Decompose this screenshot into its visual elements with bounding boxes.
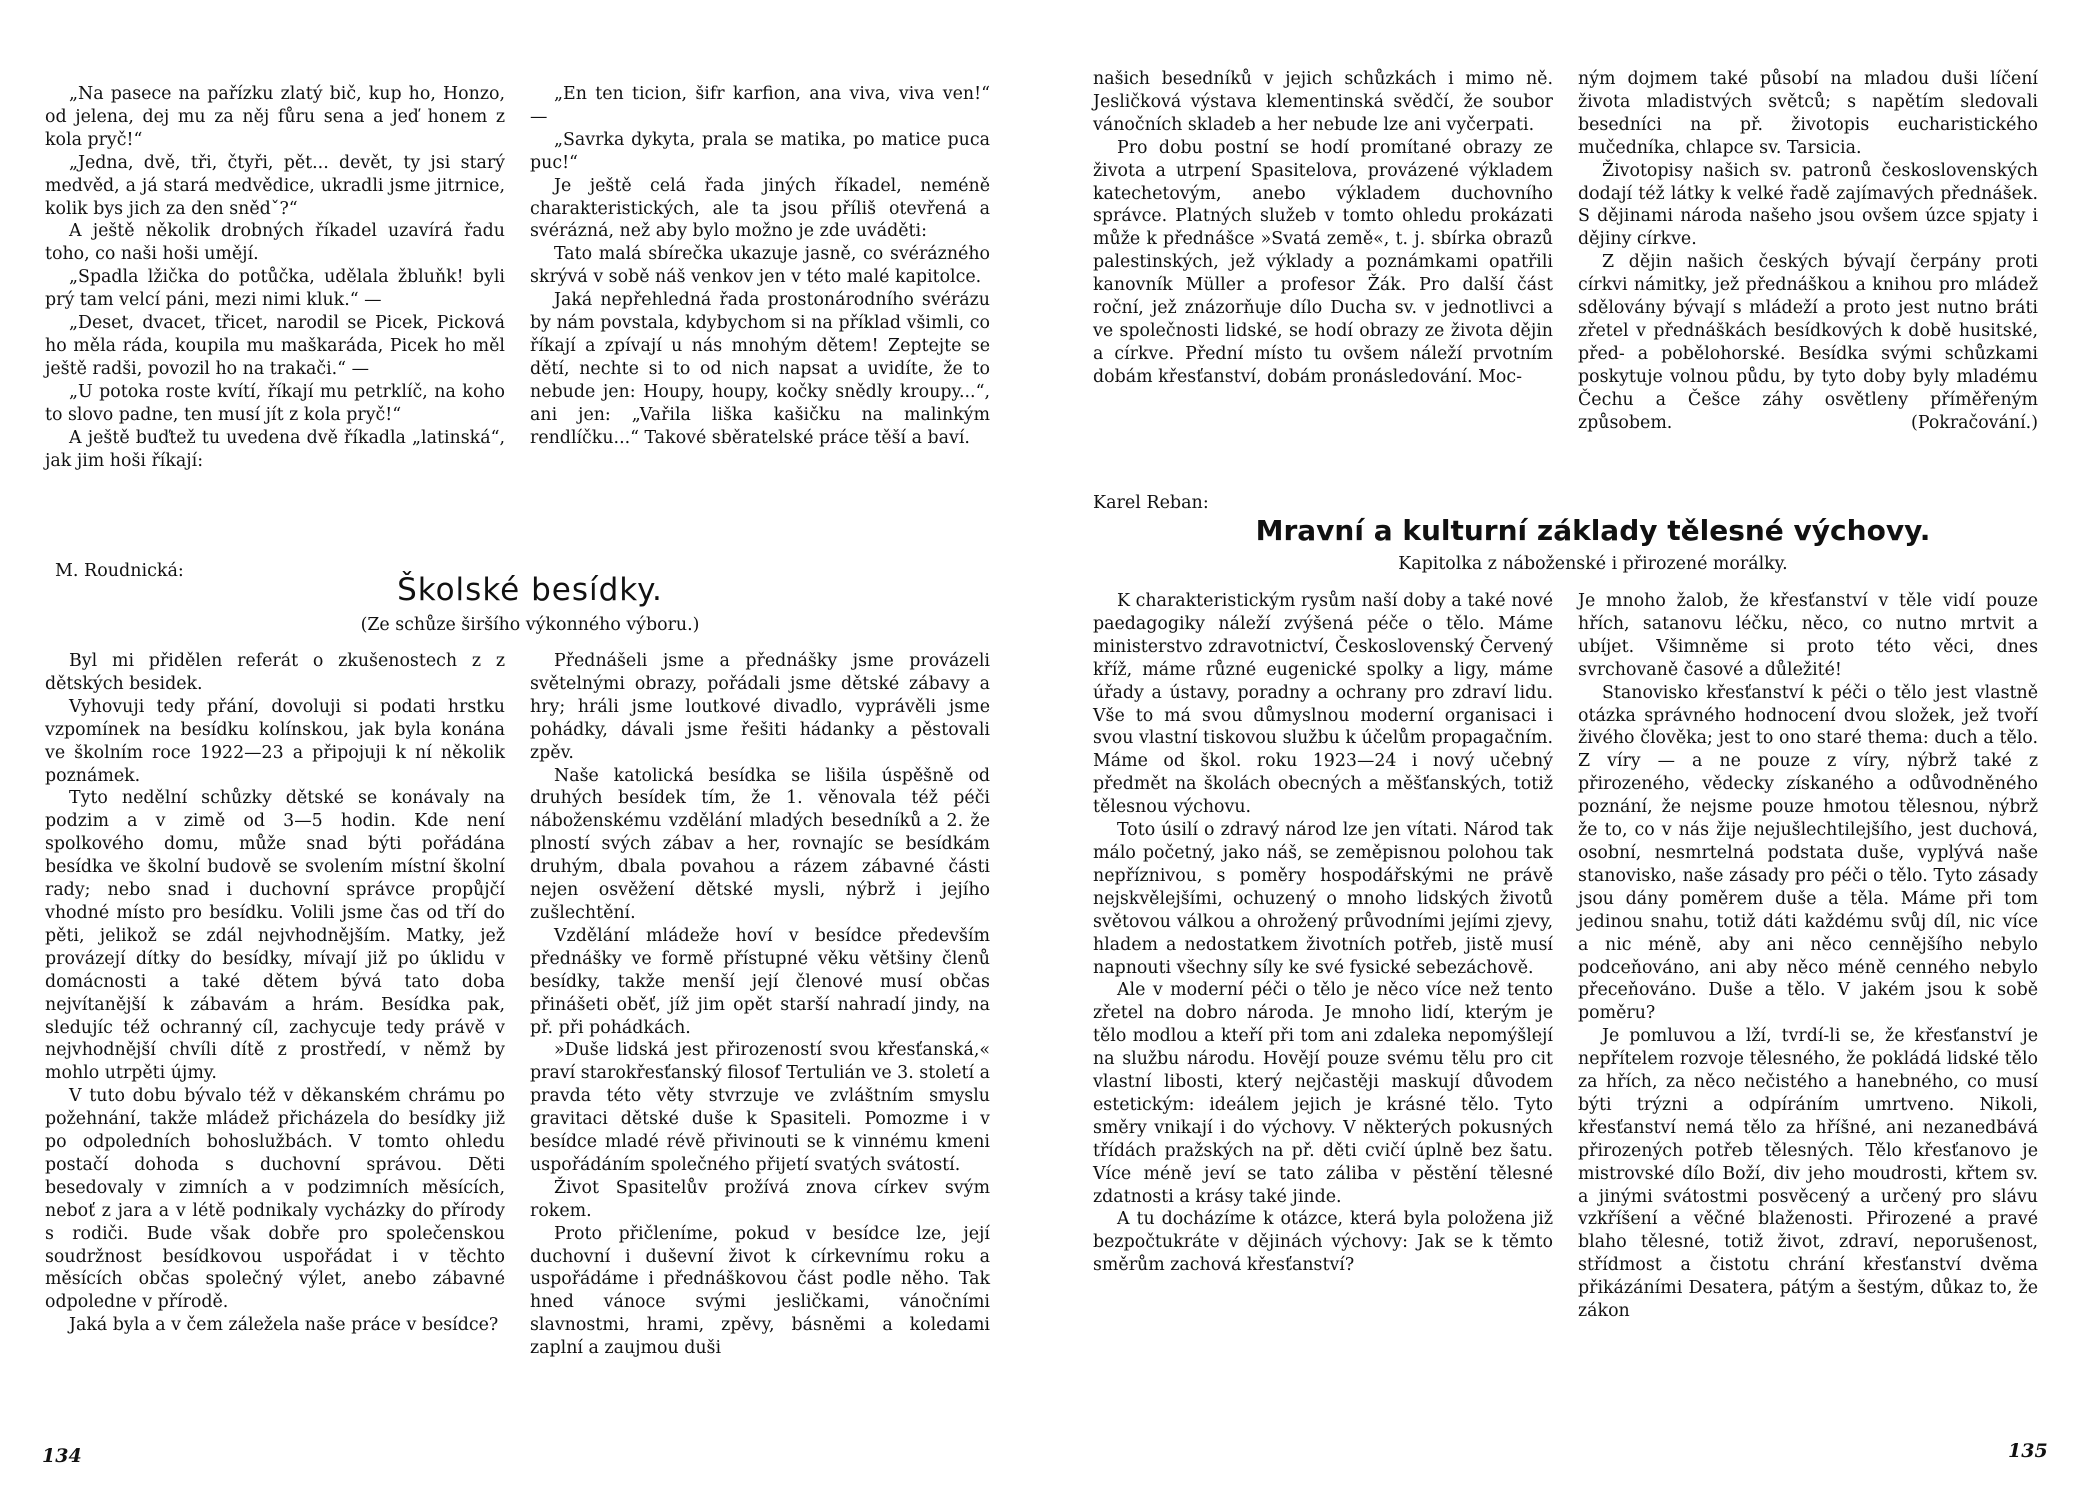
paragraph: Vzdělání mládeže hoví v besídce především přednášky ve formě přístupné věku většiny členů besídky, takže menší její členové musí občas přinášeti oběť, jíž jim opět starší nahradí jindy, na př. při pohádkách. (530, 925, 990, 1038)
paragraph: Přednášeli jsme a přednášky jsme provázeli světelnými obrazy, pořádali jsme dětské zábavy a hry; hráli jsme loutkové divadlo, vyprávěli jsme pohádky, dávali jsme řešiti hádanky a pěstovali zpěv. (530, 651, 990, 763)
paragraph: Ale v moderní péči o tělo je něco více než tento zřetel na dobro národa. Je mnoho lidí, kterým je tělo modlou a kteří při tom ani zdaleka nepomýšlejí na službu národu. Hovějí pouze svému tělu pro cit vlastní libosti, který nejčastěji maskují důvodem estetickým: ideálem jejich je krásné tělo. Tyto směry vnikají i do výchovy. V některých pokusných třídách pražských na př. děti cvičí úplně bez šatu. Více méně jeví se tato záliba v pěstění tělesné zdatnosti a krásy také jinde. (1093, 980, 1553, 1207)
paragraph-text: Z dějin našich českých bývají čerpány proti církvi námitky, jež přednáškou a knihou pro mládež sdělovány bývají s mládeží a proto jest nutno bráti zřetel v přednáškách besídkových k době husitské, před- a pobělohorské. Besídka svými schůzkami poskytuje volnou půdu, by tyto doby byly mladému Čechu a Češce záhy osvětleny příměřeným způsobem. (1578, 252, 2038, 433)
right-page (1043, 0, 2086, 1500)
paragraph: Život Spasitelův prožívá znova církev svým rokem. (530, 1177, 990, 1221)
article-title: Mravní a kulturní základy tělesné výchovy. (1255, 514, 1931, 547)
article-subtitle: (Ze schůze širšího výkonného výboru.) (360, 615, 700, 635)
paragraph: Tyto nedělní schůzky dětské se konávaly na podzim a v zimě od 3—5 hodin. Kde není spolkového domu, může snad býti pořádána besídka ve školní budově se svolením místní školní rady; nebo snad i duchovní správce propůjčí vhodné místo pro besídku. Volili jsme čas od tří do pěti, jelikož se zdál nejvhodnějším. Matky, jež provázejí dítky do besídky, mívají již po úklidu v domácnosti a také dětem bývá tato doba nejvítanější k zábavám a hrám. Besídka pak, sledujíc též ochranný cíl, zachycuje tedy právě v nejvhodnější chvíli dítě z prostředí, v němž by mohlo utrpěti újmy. (45, 788, 505, 1084)
left-column-1 (45, 650, 505, 1337)
right-column-2 (1578, 590, 2038, 1323)
continued-note: (Pokračování.) (1911, 412, 2038, 433)
paragraph: Je ještě celá řada jiných říkadel, neméně charakteristických, ale ta jsou příliš otevřená a svérázná, než aby bylo možno je zde uváděti: (530, 175, 990, 242)
paragraph: Vyhovuji tedy přání, dovoluji si podati hrstku vzpomínek na besídku kolínskou, jak byla konána ve školním roce 1922—23 a připojuji k ní několik poznámek. (45, 696, 505, 786)
page-number: 134 (42, 1445, 82, 1467)
paragraph: „Savrka dykyta, prala se matika, po matice puca puc!“ (530, 129, 990, 173)
right-top-column-1 (1093, 68, 1553, 389)
paragraph: A ještě buďtež tu uvedena dvě říkadla „latinská“, jak jim hoši říkají: (45, 427, 505, 471)
paragraph: Životopisy našich sv. patronů československých dodají též látky k velké řadě zajímavých přednášek. S dějinami národa našeho jsou ovšem úzce spjaty i dějiny církve. (1578, 160, 2038, 250)
paragraph: »Duše lidská jest přirozeností svou křesťanská,« praví starokřesťanský filosof Tertulián ve 3. století a pravda této věty stvrzuje ve zvláštním smyslu gravitaci dětské duše k Spasiteli. Pomozme i v besídce mladé révě přivinouti se k vinnému kmeni uspořádáním společného přijetí svatých svátostí. (530, 1040, 990, 1175)
paragraph: Toto úsilí o zdravý národ lze jen vítati. Národ tak málo početný, jako náš, se zeměpisnou polohou tak nepříznivou, s poměry hospodářskými ne právě nejskvělejšími, ochuzený o mnoho lidských životů světovou válkou a ohrožený průvodními jejími zjevy, hladem a nedostatkem životních potřeb, jistě musí napnouti všechny síly ke své fysické sebezáchově. (1093, 820, 1553, 978)
paragraph: A tu docházíme k otázce, která byla položena již bezpočtukráte v dějinách výchovy: Jak se k těmto směrům zachová křesťanství? (1093, 1209, 1553, 1276)
paragraph: Stanovisko křesťanství k péči o tělo jest vlastně otázka správného hodnocení dvou složek, jež tvoří živého člověka; jest to ono staré thema: duch a tělo. Z víry — a ne pouze z víry, nýbrž také z přirozeného, vědecky získaného a odůvodněného poznání, že nejsme pouze hmotou tělesnou, nýbrž že to, co v nás žije nejušlechtilejšího, jest duchová, osobní, nesmrtelná podstata duše, vyplývá naše stanovisko, naše zásady pro péči o tělo. Tyto zásady jsou dány poměrem duše a těla. Máme při tom jedinou snahu, totiž dáti každému svůj díl, nic více a nic méně, aby ani něco cennějšího nebylo podceňováno, ani aby něco méně cenného nebylo přeceňováno. Duše a tělo. V jakém jsou k sobě poměru? (1578, 682, 2038, 1024)
paragraph: „Deset, dvacet, třicet, narodil se Picek, Picková ho měla ráda, koupila mu maškaráda, Picek ho měl ještě radši, povozil ho na trakači.“ — (45, 313, 505, 379)
left-top-column-1 (45, 83, 505, 472)
page-number: 135 (2008, 1440, 2048, 1462)
paragraph: Jaká nepřehledná řada prostonárodního svérázu by nám povstala, kdybychom si na příklad všimli, co říkají a zpívají u nás mnohým dětem! Zeptejte se dětí, nechte si to od nich napsat a uvidíte, že to nebude jen: Houpy, houpy, kočky snědly kroupy...“, ani jen: „Vařila liška kašičku na malinkým rendlíčku...“ Takové sběratelské práce těší a baví. (530, 290, 990, 448)
paragraph: „En ten ticion, šifr karfion, ana viva, viva ven!“ — (530, 84, 990, 127)
paragraph: Naše katolická besídka se lišila úspěšně od druhých besídek tím, že 1. věnovala též péči náboženskému vzdělání mladých besedníků a 2. že plností svých zábav a her, rovnajíc se besídkám druhým, dbala povahou a rázem zábavné části nejen osvěžení dětské mysli, nýbrž i jejího zušlechtění. (530, 765, 990, 923)
paragraph: „Spadla lžička do potůčka, udělala žbluňk! byli prý tam velcí páni, mezi nimi kluk.“ — (45, 267, 505, 311)
paragraph: Je mnoho žalob, že křesťanství v těle vidí pouze hřích, satanovu léčku, něco, co nutno mrtvit a ubíjet. Všimněme si proto této věci, dnes svrchovaně časové a důležité! (1578, 591, 2038, 680)
paragraph: „U potoka roste kvítí, říkají mu petrklíč, na koho to slovo padne, ten musí jít z kola pryč!“ (45, 381, 505, 425)
paragraph: A ještě několik drobných říkadel uzavírá řadu toho, co naši hoši umějí. (45, 221, 505, 265)
paragraph: „Jedna, dvě, tři, čtyři, pět... devět, ty jsi starý medvěd, a já stará medvědice, ukradli jsme jitrnice, kolik bys jich za den snědˇ?“ (45, 152, 505, 219)
article-author: Karel Reban: (1093, 493, 1209, 513)
paragraph: Jaká byla a v čem záležela naše práce v besídce? (69, 1315, 499, 1336)
paragraph: Byl mi přidělen referát o zkušenostech z z dětských besidek. (45, 651, 505, 694)
left-column-2 (530, 650, 990, 1360)
paragraph: Pro dobu postní se hodí promítané obrazy ze života a utrpení Spasitelova, provázené výkladem katechetovým, anebo výkladem duchovního správce. Platných služeb v tomto ohledu prokázati může k přednášce »Svatá země«, t. j. sbírka obrazů palestinských, jež výklady a poznámkami opatřili kanovník Müller a profesor Žák. Pro další část roční, jež znázorňuje dílo Ducha sv. v jednotlivci a ve společnosti lidské, se hodí obrazy ze života dějin a církve. Přední místo tu ovšem náleží prvotním dobám křesťanství, dobám pronásledování. Moc- (1093, 137, 1553, 387)
article-title: Školské besídky. (397, 572, 663, 608)
paragraph: Tato malá sbírečka ukazuje jasně, co svérázného skrývá v sobě náš venkov jen v této malé kapitolce. (530, 244, 990, 288)
right-top-column-2 (1578, 68, 2038, 435)
paragraph: K charakteristickým rysům naší doby a také nové paedagogiky náleží zvýšená péče o tělo. Máme ministerstvo zdravotnictví, Československý Červený kříž, máme různé eugenické spolky a ligy, máme úřady a ústavy, poradny a ochrany pro zdraví lidu. Vše to má svou důmyslnou moderní organisaci i svou vlastní tiskovou službu k účelům propagačním. Máme od škol. roku 1923—24 i nový učebný předmět na školách obecných a měšťanských, totiž tělesnou výchovu. (1093, 591, 1553, 818)
paragraph: „Na pasece na pařízku zlatý bič, kup ho, Honzo, od jelena, dej mu za něj fůru sena a jeď honem z kola pryč!“ (45, 84, 505, 150)
left-top-column-2 (530, 83, 990, 450)
article-author: M. Roudnická: (55, 561, 184, 581)
paragraph: Je pomluvou a lží, tvrdí-li se, že křesťanství je nepřítelem rozvoje tělesného, že pokládá lidské tělo za hřích, za něco nečistého a hanebného, co musí býti trýzni a odpíráním umrtveno. Nikoli, křesťanství nemá tělo za hříšné, ani nezanedbává přirozených potřeb tělesných. Tělo křesťanovo je mistrovské dílo Boží, div jeho moudrosti, křtem sv. a jinými svátostmi posvěcený a určený pro slávu vzkříšení a věčné blaženosti. Přirozené a pravé blaho tělesné, totiž život, zdraví, neporušenost, střídmost a čistotu chrání křesťanství dvěma přikázáními Desatera, pátým a šestým, důkaz to, že zákon (1578, 1026, 2038, 1322)
paragraph: ným dojmem také působí na mladou duši líčení života mladistvých světců; s napětím sledovali besedníci na př. životopis eucharistického mučedníka, chlapce sv. Tarsicia. (1578, 69, 2038, 158)
paragraph: našich besedníků v jejich schůzkách i mimo ně. Jesličková výstava klementinská svědčí, že soubor vánočních skladeb a her nebude lze ani vyčerpati. (1093, 69, 1553, 135)
article-subtitle: Kapitolka z náboženské i přirozené morálky. (1398, 554, 1788, 574)
paragraph (1578, 251, 2038, 434)
right-column-1 (1093, 590, 1553, 1277)
paragraph: V tuto dobu bývalo též v děkanském chrámu po požehnání, takže mládež přicházela do besídky již po odpoledních bohoslužbách. V tomto ohledu postačí dohoda s duchovní správou. Děti besedovaly v zimních a v podzimních měsících, neboť z jara a v létě podnikaly vycházky do přírody s rodiči. Bude však dobře pro společenskou soudržnost besídkovou uspořádat i v těchto měsících občas společný výlet, anebo zábavné odpoledne v přírodě. (45, 1086, 505, 1313)
paragraph: Proto přičleníme, pokud v besídce lze, její duchovní i duševní život k církevnímu roku a uspořádáme i přednáškovou část podle něho. Tak hned vánoce svými jesličkami, vánočními slavnostmi, hrami, zpěvy, básněmi a koledami zaplní a zaujmou duši (530, 1223, 990, 1359)
